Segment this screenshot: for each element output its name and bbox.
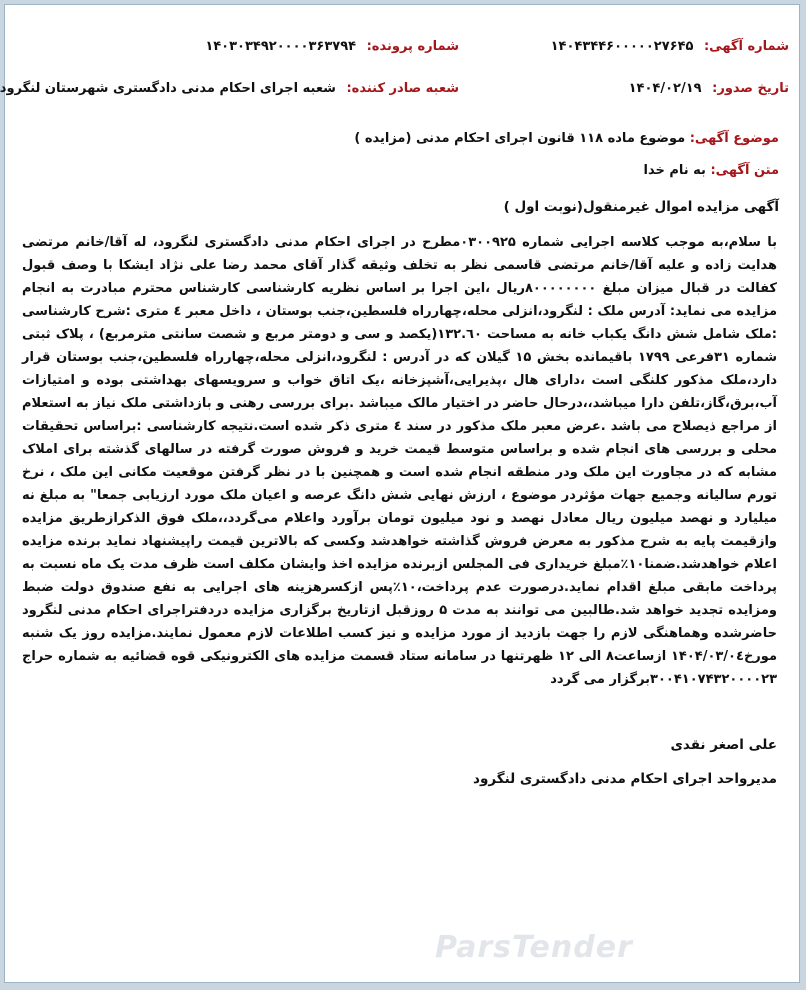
notice-text-label: متن آگهی: — [710, 163, 779, 178]
meta-row-second — [0, 81, 799, 107]
notice-frame — [0, 4, 800, 983]
subject-label: موضوع آگهی: — [689, 131, 779, 146]
issuing-branch-value: شعبه اجرای احکام مدنی دادگستری شهرستان لنگرود — [0, 81, 336, 96]
case-number-value: ۱۴۰۳۰۳۴۹۲۰۰۰۰۳۶۳۷۹۴ — [205, 39, 357, 54]
notice-number-label: شماره آگهی: — [703, 39, 789, 54]
case-number-label: شماره پرونده: — [366, 39, 459, 54]
meta-row-top — [5, 39, 799, 65]
notice-text-head — [643, 163, 779, 178]
notice-text-value: به نام خدا — [643, 163, 706, 178]
issue-date — [629, 81, 789, 96]
notice-number-value: ۱۴۰۴۳۴۴۶۰۰۰۰۰۲۷۶۴۵ — [550, 39, 694, 54]
subject-value: موضوع ماده ۱۱۸ قانون اجرای احکام مدنی (مزایده ) — [354, 131, 686, 146]
issuing-branch — [0, 81, 459, 96]
signer-name: علی اصغر نقدی — [670, 737, 777, 753]
issue-date-label: تاریخ صدور: — [712, 81, 789, 96]
issue-date-value: ۱۴۰۴/۰۲/۱۹ — [628, 81, 702, 96]
signer-office: مدیرواحد اجرای احکام مدنی دادگستری لنگرود — [473, 771, 777, 787]
auction-heading: آگهی مزایده اموال غیرمنقول(نوبت اول ) — [503, 199, 779, 215]
notice-body: با سلام،به موجب کلاسه اجرایی شماره ۰۳۰۰۹۲۵مطرح در اجرای احکام مدنی دادگستری لنگرود، له آقا/خانم مرتضی هدایت زاده و علیه آقا/خانم مرتضی قاسمی نظر به تخلف وثیقه گذار آقای محمد رضا علی نژاد ایشکا با وصف قبول کفالت در قبال میزان مبلغ ۸۰۰۰۰۰۰۰۰ریال ،این اجرا بر اساس نظریه کارشناسی کارشناس محترم مبادرت به انجام مزایده می نماید: آدرس ملک : لنگرود،انزلی محله،چهارراه فلسطین،جنب بوستان ، داخل معبر ٤ متری :شرح کارشناسی :ملک شامل شش دانگ یکباب خانه به مساحت ۱۳۲.٦۰(یکصد و سی و دومتر مربع و شصت سانتی مترمربع) ، پلاک ثبتی شماره ۳۱فرعی ۱۷۹۹ باقیمانده بخش ۱۵ گیلان که در آدرس : لنگرود،انزلی محله،چهارراه فلسطین،جنب بوستان قرار دارد،ملک مذکور کلنگی است ،دارای هال ،پذیرایی،آشپزخانه ،یک اتاق خواب و سرویسهای بهداشتی بوده و امتیازات آب،برق،گاز،تلفن دارا میباشد،،درحال حاضر در اختیار مالک میباشد .برای بررسی رهنی و بازداشتی ملک نیاز به استعلام از مراجع ذیصلاح می باشد .عرض معبر ملک مذکور در سند ٤ متری ذکر شده است.نتیجه کارشناسی :براساس تحقیقات محلی و بررسی های انجام شده و براساس متوسط قیمت خرید و فروش صورت گرفته در سالهای گذشته برای املاک مشابه که در مجاورت این ملک ودر منطقه انجام شده است و همچنین با در نظر گرفتن موقعیت مکانی این ملک ، نرخ تورم سالیانه وجمیع جهات مؤثردر موضوع ، ارزش نهایی شش دانگ عرصه و اعیان ملک مورد ارزیابی جمعا" به مبلغ نه میلیارد و نهصد میلیون ریال معادل نهصد و نود میلیون تومان برآورد واعلام می‌گردد،،ملک فوق الذکرازطریق مزایده وازقیمت پایه به شرح مذکور به معرض فروش گذاشته خواهدشد وکسی که بالاترین قیمت راپیشنهاد نماید برنده مزایده اعلام خواهدشد.ضمنا۱۰٪مبلغ خریداری فی المجلس ازبرنده مزایده اخذ وایشان مکلف است ظرف مدت یک ماه نسبت به پرداخت مابقی مبلغ اقدام نماید.درصورت عدم پرداخت،۱۰٪پس ازکسرهزینه های اجرایی به نفع صندوق دولت ضبط ومزایده تجدید خواهد شد.طالبین می توانند به مدت ۵ روزقبل ازتاریخ برگزاری مزایده دردفتراجرای احکام مدنی لنگرود حاضرشده وهماهنگی لازم را جهت بازدید از مورد مزایده و نیز کسب اطلاعات لازم معمول نمایند.مزایده روز یک شنبه مورخ۱۴۰۴/۰۳/۰٤ ازساعت۸ الی ۱۲ ظهرتنها در سامانه ستاد قسمت مزایده های الکترونیکی قوه قضائیه به شماره حراج ۳۰۰۴۱۰۷۴۳۲۰۰۰۰۲۳برگزار می گردد — [22, 235, 778, 687]
notice-number — [551, 39, 789, 54]
issuing-branch-label: شعبه صادر کننده: — [346, 81, 459, 96]
case-number — [205, 39, 459, 54]
notice-subject — [354, 131, 779, 146]
watermark-logo: ParsTender — [435, 930, 633, 965]
